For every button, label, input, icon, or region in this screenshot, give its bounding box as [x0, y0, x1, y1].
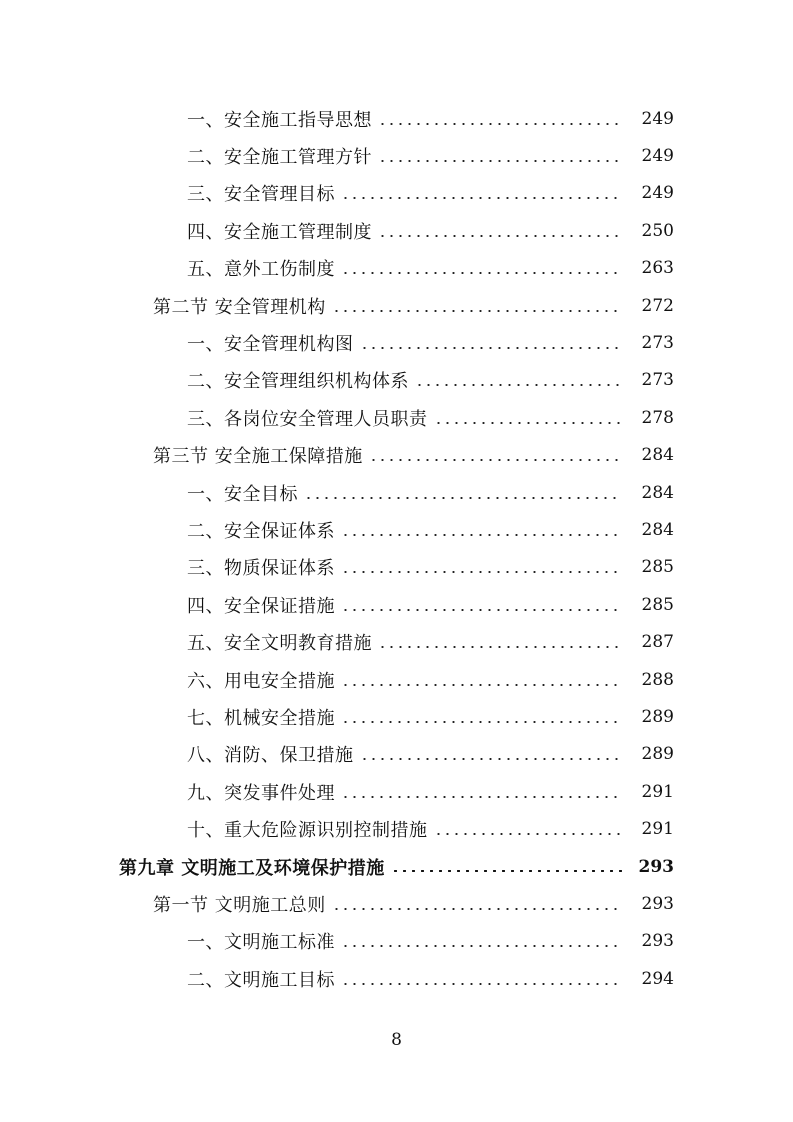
toc-entry-title: 四、安全保证措施 — [187, 595, 335, 617]
toc-item-entry — [0, 137, 793, 174]
dot-leader — [341, 197, 622, 199]
dot-leader — [304, 497, 622, 499]
toc-section-entry — [0, 885, 793, 922]
toc-item-entry — [0, 175, 793, 212]
toc-entry-title: 三、安全管理目标 — [187, 184, 335, 206]
toc-entry-page: 293 — [638, 856, 674, 877]
toc-entry-page: 284 — [641, 519, 674, 540]
toc-entry-title: 一、文明施工标准 — [187, 932, 335, 954]
dot-leader — [341, 571, 622, 573]
dot-leader — [434, 422, 623, 424]
toc-entry-page: 293 — [641, 893, 674, 914]
toc-entry-page: 289 — [641, 744, 674, 765]
dot-leader — [341, 945, 622, 947]
toc-entry-page: 291 — [641, 781, 674, 802]
toc-item-entry — [0, 586, 793, 623]
page-number: 8 — [391, 1030, 402, 1050]
toc-entry-title: 二、安全管理组织机构体系 — [187, 371, 409, 393]
toc-entry-page: 284 — [641, 445, 674, 466]
toc-entry-title: 第二节 安全管理机构 — [153, 296, 326, 318]
toc-entry-page: 272 — [641, 295, 674, 316]
dot-leader — [415, 384, 622, 386]
toc-entry-page: 249 — [641, 183, 674, 204]
toc-item-entry — [0, 474, 793, 511]
toc-entry-title: 九、突发事件处理 — [187, 782, 335, 804]
toc-item-entry — [0, 399, 793, 436]
dot-leader — [360, 758, 623, 760]
toc-entry-page: 291 — [641, 819, 674, 840]
toc-entry-title: 第三节 安全施工保障措施 — [153, 446, 363, 468]
dot-leader — [360, 347, 623, 349]
toc-item-entry — [0, 736, 793, 773]
dot-leader — [341, 983, 622, 985]
toc-item-entry — [0, 923, 793, 960]
toc-item-entry — [0, 810, 793, 847]
toc-item-entry — [0, 661, 793, 698]
toc-item-entry — [0, 362, 793, 399]
toc-entry-page: 285 — [641, 594, 674, 615]
toc-entry-page: 294 — [641, 968, 674, 989]
dot-leader — [378, 646, 622, 648]
dot-leader — [369, 459, 622, 461]
toc-item-entry — [0, 960, 793, 997]
table-of-contents — [0, 100, 793, 997]
dot-leader — [341, 609, 622, 611]
toc-entry-page: 278 — [641, 407, 674, 428]
toc-item-entry — [0, 324, 793, 361]
toc-entry-page: 285 — [641, 557, 674, 578]
dot-leader — [341, 534, 622, 536]
toc-entry-page: 293 — [641, 931, 674, 952]
toc-entry-title: 六、用电安全措施 — [187, 670, 335, 692]
toc-entry-title: 第一节 文明施工总则 — [153, 894, 326, 916]
toc-item-entry — [0, 773, 793, 810]
toc-item-entry — [0, 623, 793, 660]
toc-item-entry — [0, 250, 793, 287]
toc-entry-title: 二、安全施工管理方针 — [187, 147, 372, 169]
toc-entry-title: 八、消防、保卫措施 — [187, 745, 354, 767]
dot-leader — [378, 235, 622, 237]
toc-entry-title: 七、机械安全措施 — [187, 707, 335, 729]
toc-entry-page: 273 — [641, 370, 674, 391]
toc-chapter-entry — [0, 848, 793, 885]
toc-entry-title: 一、安全施工指导思想 — [187, 109, 372, 131]
toc-entry-page: 250 — [641, 220, 674, 241]
dot-leader — [391, 870, 622, 873]
toc-entry-title: 一、安全目标 — [187, 483, 298, 505]
toc-item-entry — [0, 549, 793, 586]
toc-entry-page: 263 — [641, 258, 674, 279]
dot-leader — [341, 796, 622, 798]
dot-leader — [332, 310, 622, 312]
toc-entry-title: 一、安全管理机构图 — [187, 334, 354, 356]
toc-entry-title: 四、安全施工管理制度 — [187, 221, 372, 243]
toc-entry-page: 249 — [641, 108, 674, 129]
toc-item-entry — [0, 100, 793, 137]
toc-entry-page: 284 — [641, 482, 674, 503]
toc-item-entry — [0, 511, 793, 548]
toc-entry-title: 二、文明施工目标 — [187, 969, 335, 991]
toc-entry-page: 249 — [641, 146, 674, 167]
toc-entry-title: 二、安全保证体系 — [187, 520, 335, 542]
dot-leader — [378, 160, 622, 162]
toc-entry-title: 三、物质保证体系 — [187, 558, 335, 580]
toc-item-entry — [0, 212, 793, 249]
toc-entry-title: 三、各岗位安全管理人员职责 — [187, 408, 428, 430]
toc-entry-page: 273 — [641, 333, 674, 354]
toc-entry-title: 十、重大危险源识别控制措施 — [187, 820, 428, 842]
dot-leader — [434, 833, 623, 835]
dot-leader — [341, 684, 622, 686]
toc-entry-page: 288 — [641, 669, 674, 690]
dot-leader — [332, 908, 622, 910]
dot-leader — [341, 272, 622, 274]
toc-item-entry — [0, 698, 793, 735]
toc-entry-page: 289 — [641, 706, 674, 727]
toc-entry-title: 五、安全文明教育措施 — [187, 633, 372, 655]
dot-leader — [378, 123, 622, 125]
toc-entry-title: 五、意外工伤制度 — [187, 259, 335, 281]
toc-section-entry — [0, 437, 793, 474]
dot-leader — [341, 721, 622, 723]
toc-entry-page: 287 — [641, 632, 674, 653]
toc-section-entry — [0, 287, 793, 324]
toc-entry-title: 第九章 文明施工及环境保护措施 — [119, 857, 385, 879]
